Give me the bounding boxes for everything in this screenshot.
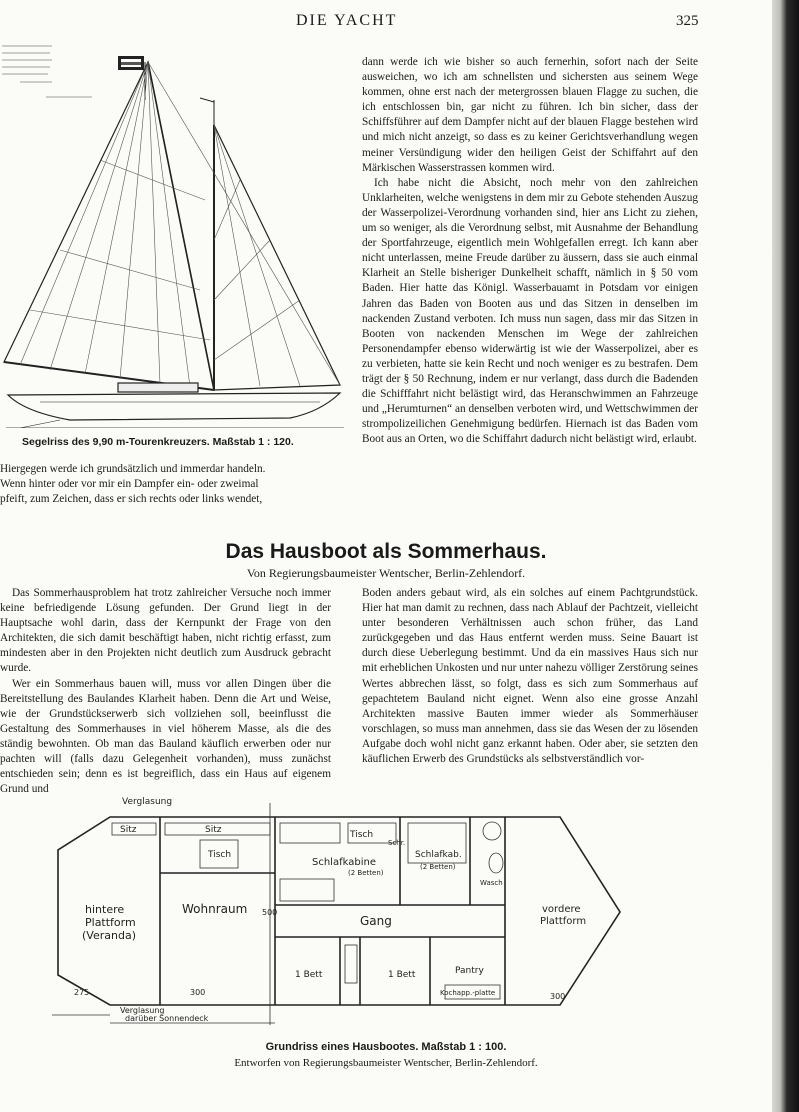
running-head-title: DIE YACHT [296, 12, 398, 29]
paragraph: dann werde ich wie bisher so auch fernerhin, sofort nach der Seite ausweichen, wo ich am schnellsten und sichersten aus seinem Wege kommen, ohne erst nach der metergrossen blauen Flagge zu suchen, die ich entschlossen bin, gar nicht zu führen. Ich bin sicher, dass der Schiffsführer auf dem Dampfer nicht auf der blauen Flagge bestehen wird und mich nicht anzeigt, so dass es zu keiner Gerichtsverhandlung wegen meiner Versündigung wider den heiligen Geist der Schiffahrt auf den Märkischen Wasserstrassen kommen wird. [362, 56, 698, 174]
plan-label: 500 [262, 908, 278, 917]
plan-label: Schlafkab. [415, 850, 462, 860]
page-number: 325 [676, 13, 699, 29]
plan-label: Tisch [350, 830, 374, 840]
plan-label: 300 [550, 992, 566, 1001]
paragraph: Das Sommerhausproblem hat trotz zahlreicher Versuche noch immer keine befriedigende Lösung gefunden. Der Grund liegt in der Hauptsache wohl darin, dass der Kernpunkt der Frage von den Architekten, die sich damit beschäftigt haben, nicht richtig erfasst, zum mindesten aber in den Projekten nicht deutlich zum Ausdruck gebracht wurde. [0, 587, 331, 675]
plan-label: (Veranda) [82, 929, 136, 942]
paragraph: Ich habe nicht die Absicht, noch mehr von den zahlreichen Unklarheiten, welche wenigstens in dem mir zu Gebote stehenden Auszug der Wasserpolizei-Verordnung vorhanden sind, hier ans Licht zu ziehen, um so weniger, als die Verordnung selbst, mit Ausnahme der Behandlung der Sportfahrzeuge, eigentlich mein Wohlgefallen erregt. Ich kann aber nicht unterlassen, meine Freude darüber zu äussern, dass sie auch einmal Klarheit an Stelle bisheriger Dunkelheit schafft, nämlich in § 50 vom Baden. Hier hatte das Königl. Wasserbauamt in Potsdam vor einigen Jahren das Baden von Booten aus und das Sitzen in denselben im nackenden Zustand verboten. Ich muss nun sagen, dass mir das Sitzen in Booten von nackenden Menschen im Wege der zahlreichen Personendampfer ebenso widerwärtig ist wie der Wasserpolizei, aber es zu verbieten, hatte sie kein Recht und noch weniger es zu bestrafen. Dem trägt der § 50 Rechnung, indem er nur verlangt, dass durch die Badenden die Schifffahrt nicht belästigt wird, das Heranschwimmen an Fahrzeuge und „Herumturnen“ an denselben verboten wird, und Wettschwimmen der strompolizeilichen Genehmigung bedürfen. Hiernach ist das Baden vom Boot aus an Orten, wo die Schiffahrt dadurch nicht belästigt wird, erlaubt. [362, 176, 698, 446]
floor-plan-figure [50, 795, 630, 1035]
pennant-icon [118, 56, 144, 70]
plan-label: 300 [190, 988, 206, 997]
plan-label: 1 Bett [295, 970, 323, 980]
top-right-column [362, 55, 698, 447]
article-right-column [362, 586, 698, 767]
plan-label: Sitz [205, 825, 222, 835]
text-line: Wenn hinter oder vor mir ein Dampfer ein- oder zweimal [0, 478, 259, 491]
plan-label: (2 Betten) [348, 869, 384, 877]
paragraph: Wer ein Sommerhaus bauen will, muss vor allen Dingen über die Bereitstellung des Baulandes Klarheit haben. Denn die Art und Weise, wie der Grundstückserwerb sich vollziehen soll, beeinflusst die Gestaltung des Sommerhauses in viel höherem Masse, als die des ständig bewohnten. Ob man das Bauland käuflich erwerben oder nur pachten will (falls dazu Gelegenheit vorhanden), muss zunächst entschieden sein; denn es ist begreiflich, dass ein Haus auf eigenem Grund und [0, 677, 331, 796]
plan-label: Schr. [388, 839, 406, 847]
plan-label: Sitz [120, 825, 137, 835]
plan-label: darüber Sonnendeck [125, 1014, 209, 1023]
top-left-text [0, 462, 336, 507]
plan-label: Verglasung [122, 797, 173, 807]
article-title: Das Hausboot als Sommerhaus. [225, 540, 547, 563]
text-line: pfeift, zum Zeichen, dass er sich rechts oder links wendet, [0, 493, 263, 506]
plan-label: hintere [85, 903, 125, 916]
plan-label: 275 [74, 988, 90, 997]
sail-plan-legend [2, 46, 92, 97]
plan-label: Verglasung [120, 1006, 165, 1015]
plan-label: Plattform [540, 916, 587, 927]
sail-plan-caption: Segelriss des 9,90 m-Tourenkreuzers. Maßstab 1 : 120. [22, 436, 294, 448]
plan-label: Plattform [85, 916, 136, 929]
plan-label: Gang [360, 914, 392, 928]
plan-label: Wasch [480, 879, 503, 887]
article-byline: Von Regierungsbaumeister Wentscher, Berlin-Zehlendorf. [246, 566, 526, 580]
floor-plan-subcaption: Entworfen von Regierungsbaumeister Wentscher, Berlin-Zehlendorf. [234, 1057, 538, 1069]
plan-label: Tisch [208, 850, 232, 860]
paragraph: Boden anders gebaut wird, als ein solches auf einem Pachtgrundstück. Hier hat man damit zu rechnen, dass nach Ablauf der Pachtzeit, vielleicht unter besonderen Verhältnissen auch schon früher, das Land zurückgegeben und das Haus entfernt werden muss. Seine Bauart ist durch diese Ueberlegung bestimmt. Und da ein massives Haus sich nur mit erheblichen Unkosten und nur unter nahezu völliger Zerstörung seines Wertes abbrechen lässt, so folgt, dass es sich zum Sommerhaus auf gepachtetem Bauland nicht eignet. Wenn also eine grosse Anzahl Architekten massive Bauten immer wieder als Sommerhäuser vorschlagen, so muss man annehmen, dass sie das Wesen der zu lösenden Aufgabe doch wohl nicht ganz erkannt haben. Oder aber, sie setzten den käuflichen Erwerb des Grundstücks als selbstverständlich vor- [362, 587, 698, 766]
plan-label: Pantry [455, 966, 484, 976]
plan-label: Schlafkabine [312, 857, 376, 868]
plan-label: (2 Betten) [420, 863, 456, 871]
running-head [0, 12, 772, 32]
plan-label: vordere [542, 904, 581, 915]
plan-label: Kochapp.-platte [440, 989, 496, 997]
book-binding [772, 0, 799, 1112]
text-line: Hiergegen werde ich grundsätzlich und immerdar handeln. [0, 463, 266, 475]
sail-plan-figure [0, 40, 345, 428]
plan-label: Wohnraum [182, 902, 248, 916]
article-left-column [0, 586, 331, 797]
floor-plan-caption: Grundriss eines Hausbootes. Maßstab 1 : 100. [265, 1041, 507, 1053]
plan-label: 1 Bett [388, 970, 416, 980]
